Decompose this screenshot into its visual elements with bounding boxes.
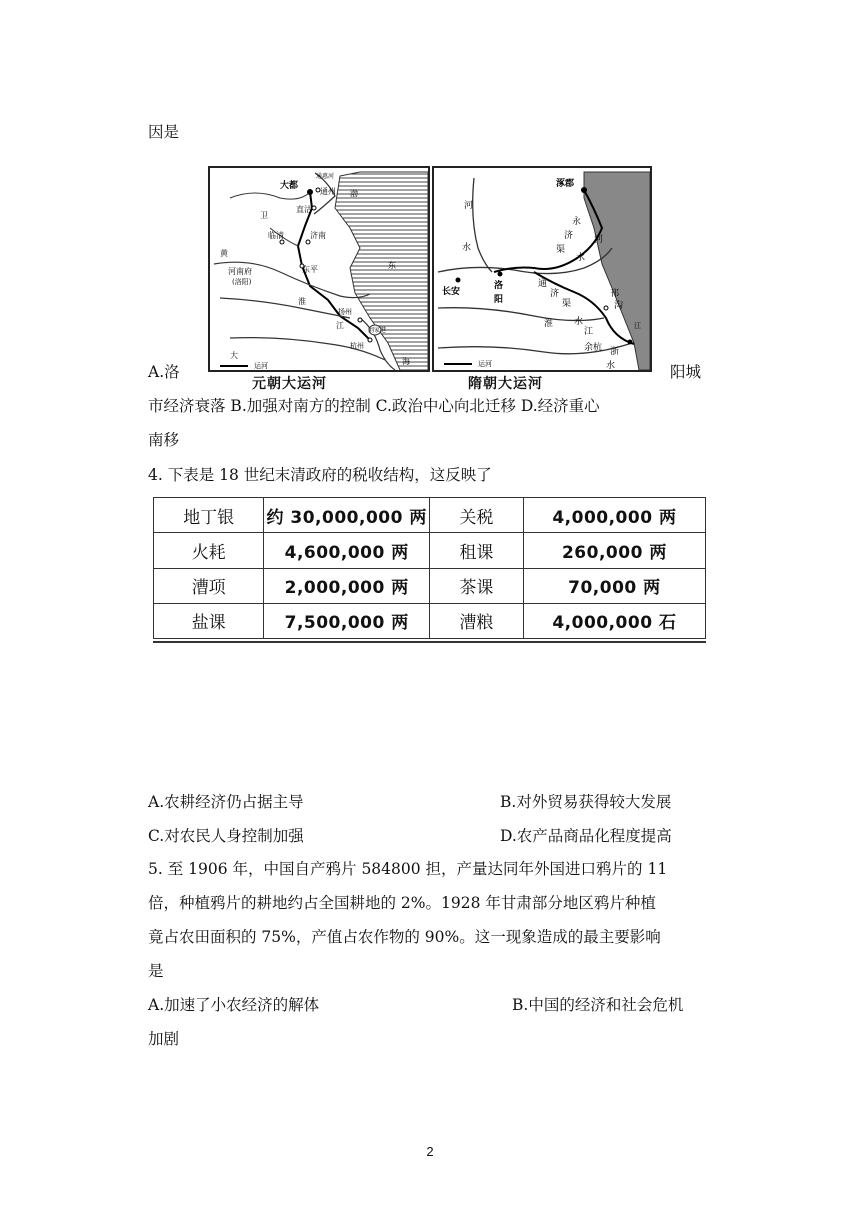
table-cell: 70,000 两: [523, 568, 705, 603]
svg-text:江: 江: [336, 321, 344, 330]
svg-text:大: 大: [230, 351, 238, 360]
table-cell: 260,000 两: [523, 533, 705, 568]
table-cell: 盐课: [154, 603, 264, 638]
svg-text:洛: 洛: [494, 281, 504, 291]
svg-text:浙: 浙: [610, 347, 620, 357]
svg-text:卫: 卫: [260, 211, 268, 220]
svg-text:水: 水: [462, 243, 472, 253]
yuan-map-caption: 元朝大运河: [252, 376, 327, 392]
table-cell: 7,500,000 两: [264, 603, 430, 638]
table-cell: 2,000,000 两: [264, 568, 430, 603]
svg-text:杭州: 杭州: [350, 342, 364, 350]
q3-options-line: 市经济衰落 B.加强对南方的控制 C.政治中心向北迁移 D.经济重心: [148, 397, 600, 415]
svg-text:河: 河: [464, 201, 474, 211]
svg-text:扬州: 扬州: [338, 308, 352, 316]
svg-text:济: 济: [550, 289, 560, 299]
table-cell: 4,600,000 两: [264, 533, 430, 568]
sui-map-drawing: [434, 168, 650, 370]
tax-table-figure: [153, 497, 706, 645]
map-label-tongzhou: 通州: [320, 187, 336, 196]
canal-maps-figure: [208, 166, 652, 391]
table-cell: 漕项: [154, 568, 264, 603]
q3-option-a-start: A.洛: [148, 363, 180, 381]
svg-text:淮: 淮: [544, 319, 554, 329]
table-row: [154, 568, 706, 603]
svg-text:水: 水: [576, 253, 586, 263]
svg-text:通惠河: 通惠河: [316, 173, 335, 180]
table-cell: 约 30,000,000 两: [264, 498, 430, 533]
svg-text:河: 河: [594, 235, 604, 245]
yuan-legend-label: 运河: [254, 362, 268, 370]
svg-text:江: 江: [584, 327, 594, 337]
table-cell: 地丁银: [154, 498, 264, 533]
svg-text:济: 济: [564, 231, 574, 241]
table-cell: 关税: [429, 498, 523, 533]
table-bottom-rule: [153, 641, 706, 643]
svg-text:阳: 阳: [494, 295, 504, 305]
svg-text:江: 江: [634, 322, 641, 330]
table-row: [154, 603, 706, 638]
svg-text:长安: 长安: [442, 287, 461, 297]
sui-map-caption: 隋朝大运河: [468, 376, 543, 392]
svg-text:刘家港: 刘家港: [368, 327, 387, 334]
q4-option-b: B.对外贸易获得较大发展: [500, 793, 672, 811]
q5-stem-line-1: 5. 至 1906 年，中国自产鸦片 584800 担，产量达同年外国进口鸦片的 11: [148, 860, 668, 878]
sui-legend-label: 运河: [478, 360, 492, 368]
q4-option-a: A.农耕经济仍占据主导: [148, 793, 304, 811]
q5-stem-line-2: 倍，种植鸦片的耕地约占全国耕地的 2%。1928 年甘肃部分地区鸦片种植: [148, 894, 656, 912]
svg-text:(洛阳): (洛阳): [232, 278, 252, 286]
svg-text:水: 水: [574, 317, 584, 327]
q5-stem-line-4: 是: [148, 962, 164, 980]
svg-text:渠: 渠: [556, 245, 566, 255]
q5-option-b: B.中国的经济和社会危机: [512, 996, 684, 1014]
table-cell: 4,000,000 石: [523, 603, 705, 638]
svg-text:临清: 临清: [268, 231, 284, 240]
svg-text:余杭: 余杭: [584, 343, 603, 353]
q4-option-d: D.农产品商品化程度提高: [500, 827, 672, 845]
svg-text:济南: 济南: [310, 231, 326, 240]
svg-text:涿郡: 涿郡: [556, 179, 575, 189]
q4-option-c: C.对农民人身控制加强: [148, 827, 304, 845]
table-row: [154, 498, 706, 533]
svg-text:水: 水: [606, 361, 616, 370]
page-number: 2: [426, 1144, 434, 1159]
table-cell: 火耗: [154, 533, 264, 568]
svg-text:黄: 黄: [220, 249, 228, 258]
svg-text:直沽: 直沽: [296, 205, 312, 214]
table-cell: 租课: [429, 533, 523, 568]
table-row: [154, 533, 706, 568]
q4-stem: 4. 下表是 18 世纪末清政府的税收结构，这反映了: [148, 466, 492, 484]
sui-canal-map: [432, 166, 652, 372]
svg-text:渠: 渠: [562, 299, 572, 309]
q3-option-a-end: 阳城: [670, 363, 702, 381]
yuan-map-drawing: [210, 168, 428, 370]
table-cell: 茶课: [429, 568, 523, 603]
q5-option-b-cont: 加剧: [148, 1030, 180, 1048]
svg-text:东平: 东平: [302, 265, 318, 274]
svg-text:沟: 沟: [614, 301, 624, 311]
svg-text:通: 通: [538, 279, 548, 289]
q5-stem-line-3: 竟占农田面积的 75%，产值占农作物的 90%。这一现象造成的最主要影响: [148, 928, 661, 946]
q5-option-a: A.加速了小农经济的解体: [148, 996, 320, 1014]
tax-table: [153, 497, 706, 639]
q3-stem-end: 因是: [148, 123, 180, 141]
svg-text:渤: 渤: [350, 189, 358, 198]
svg-text:永: 永: [572, 217, 582, 227]
svg-text:邗: 邗: [610, 289, 620, 299]
table-cell: 4,000,000 两: [523, 498, 705, 533]
yuan-canal-map: [208, 166, 430, 372]
map-label-dadu: 大都: [280, 181, 299, 191]
table-cell: 漕粮: [429, 603, 523, 638]
q3-options-line-cont: 南移: [148, 431, 180, 449]
svg-text:东: 东: [388, 261, 396, 270]
svg-text:海: 海: [402, 357, 410, 366]
svg-text:河南府: 河南府: [228, 267, 252, 276]
svg-text:淮: 淮: [298, 297, 306, 306]
